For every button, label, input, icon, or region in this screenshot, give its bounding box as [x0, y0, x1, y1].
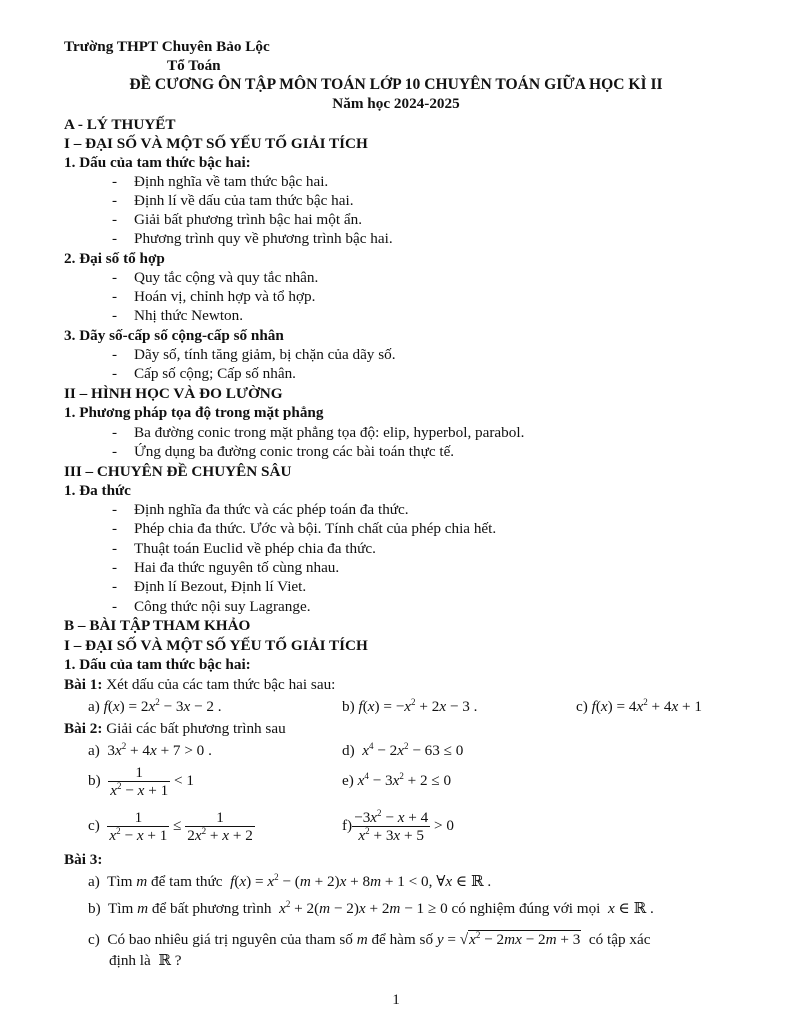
exercise-3b: b) Tìm m để bất phương trình $x^2 + 2(m - 2)x + 2m - 1 \ge 0$ có nghiệm đúng với mọi x ∈ ℝ . [88, 898, 654, 917]
theory-topic-title: 1. Đa thức [64, 482, 131, 499]
exercise-2f: f) $\frac{-3x^2 - x + 4}{x^2 + 3x + 5}$ > 0 [342, 807, 454, 844]
school-year: Năm học 2024-2025 [332, 95, 460, 112]
department-name: Tổ Toán [167, 57, 221, 74]
school-name: Trường THPT Chuyên Bảo Lộc [64, 38, 270, 55]
theory-section-1-title: I – ĐẠI SỐ VÀ MỘT SỐ YẾU TỐ GIẢI TÍCH [64, 135, 368, 152]
exercise-1c: c) $f(x) = 4x^2 + 4x + 1$ [576, 696, 702, 715]
exercise-topic-1-title: 1. Dấu của tam thức bậc hai: [64, 656, 251, 673]
theory-section-3-title: III – CHUYÊN ĐỀ CHUYÊN SÂU [64, 463, 292, 480]
exercise-3c-continued: định là ℝ ? [109, 952, 182, 969]
exercise-2d: d) $x^4 - 2x^2 - 63 \le 0$ [342, 740, 464, 759]
exercise-2-statement: Bài 2: Giải các bất phương trình sau [64, 720, 286, 737]
exercise-3a: a) Tìm m để tam thức $f(x) = x^2 - (m + 2)x + 8m + 1 < 0$, ∀x ∈ ℝ . [88, 871, 492, 890]
exercise-1b: b) $f(x) = -x^2 + 2x - 3$ . [342, 696, 478, 715]
document-title: ĐỀ CƯƠNG ÔN TẬP MÔN TOÁN LỚP 10 CHUYÊN TOÁN GIỮA HỌC KÌ II [129, 76, 663, 93]
exercise-1-statement: Bài 1: Xét dấu của các tam thức bậc hai sau: [64, 676, 336, 693]
theory-section-2-title: II – HÌNH HỌC VÀ ĐO LƯỜNG [64, 385, 283, 402]
exercise-section-1-title: I – ĐẠI SỐ VÀ MỘT SỐ YẾU TỐ GIẢI TÍCH [64, 637, 368, 654]
theory-topic-title: 1. Phương pháp tọa độ trong mặt phẳng [64, 404, 324, 421]
exercise-3-label: Bài 3: [64, 851, 103, 868]
exercise-2e: e) $x^4 - 3x^2 + 2 \le 0$ [342, 770, 452, 789]
page-number: 1 [392, 991, 400, 1008]
section-b-heading: B – BÀI TẬP THAM KHẢO [64, 617, 251, 634]
exercise-1a: a) $f(x) = 2x^2 - 3x - 2$ . [88, 696, 222, 715]
section-a-heading: A - LÝ THUYẾT [64, 116, 176, 133]
exercise-3c: c) Có bao nhiêu giá trị nguyên của tham số m để hàm số $y = √x^2 - 2mx - 2m + 3$ có tập xác [88, 929, 651, 948]
theory-topic-2-title: 2. Đại số tổ hợp [64, 250, 165, 267]
exercise-2a: a) $3x^2 + 4x + 7 > 0$ . [88, 740, 212, 759]
exercise-2b: b) $\frac{1}{x^2 - x + 1}$ < 1 [88, 764, 194, 799]
exercise-2c: c) $\frac{1}{x^2 - x + 1}$ ≤ $\frac{1}{2x^2 + x + 2}$ [88, 809, 253, 844]
theory-topic-3-title: 3. Dãy số-cấp số cộng-cấp số nhân [64, 327, 284, 344]
theory-topic-1-title: 1. Dấu của tam thức bậc hai: [64, 154, 251, 171]
document-page: Trường THPT Chuyên Bảo Lộc Tổ Toán ĐỀ CƯƠNG ÔN TẬP MÔN TOÁN LỚP 10 CHUYÊN TOÁN GIỮA HỌC KÌ II Năm học 2024-2025 A - LÝ THUYẾT I – ĐẠI SỐ VÀ MỘT SỐ YẾU TỐ GIẢI TÍCH 1. Dấu của tam thức bậc hai: - Định nghĩa về tam thức bậc hai. - Định lí về dấu của tam thức bậc hai. - Giải bất phương trình bậc hai một ẩn. - Phương trình quy về phương trình bậc hai. 2. Đại số tổ hợp - Quy tắc cộng và quy tắc nhân. - Hoán vị, chỉnh hợp và tổ hợp. - Nhị thức Newton. 3. Dãy số-cấp số cộng-cấp số nhân - Dãy số, tính tăng giảm, bị chặn của dãy số. - Cấp số cộng; Cấp số nhân. II – HÌNH HỌC VÀ ĐO LƯỜNG 1. Phương pháp tọa độ trong mặt phẳng - Ba đường conic trong mặt phẳng tọa độ: elip, hyperbol, parabol. - Ứng dụng ba đường conic trong các bài toán thực tế. III – CHUYÊN ĐỀ CHUYÊN SÂU 1. Đa thức - Định nghĩa đa thức và các phép toán đa thức. - Phép chia đa thức. Ước và bội. Tính chất của phép chia hết. - Thuật toán Euclid về phép chia đa thức. - Hai đa thức nguyên tố cùng nhau. - Định lí Bezout, Định lí Viet. - Công thức nội suy Lagrange. B – BÀI TẬP THAM KHẢO I – ĐẠI SỐ VÀ MỘT SỐ YẾU TỐ GIẢI TÍCH 1. Dấu của tam thức bậc hai: Bài 1: Xét dấu của các tam thức bậc hai sau: a) $f(x) = 2x^2 - 3x - 2$ . b) $f(x) = -x^2 + 2x - 3$ . c) $f(x) = 4x^2 + 4x + 1$ Bài 2: Giải các bất phương trình sau a) $3x^2 + 4x + 7 > 0$ . d) $x^4 - 2x^2 - 63 \le 0$ b) $\frac{1}{x^2 - x + 1}$ < 1 e) $x^4 - 3x^2 + 2 \le 0$ c) $\frac{1}{x^2 - x + 1}$ ≤ $\frac{1}{2x^2 + x + 2}$ f) $\frac{-3x^2 - x + 4}{x^2 + 3x + 5}$ > 0 Bài 3: a) Tìm m để tam thức $f(x) = x^2 - (m + 2)x + 8m + 1 < 0$, ∀x ∈ ℝ . b) Tìm m để bất phương trình $x^2 + 2(m - 2)x + 2m - 1 \ge 0$ có nghiệm đúng với mọi x ∈ ℝ . c) Có bao nhiêu giá trị nguyên của tham số m để hàm số $y = √x^2 - 2mx - 2m + 3$ có tập xác định là ℝ ? 1 [0, 0, 792, 1024]
